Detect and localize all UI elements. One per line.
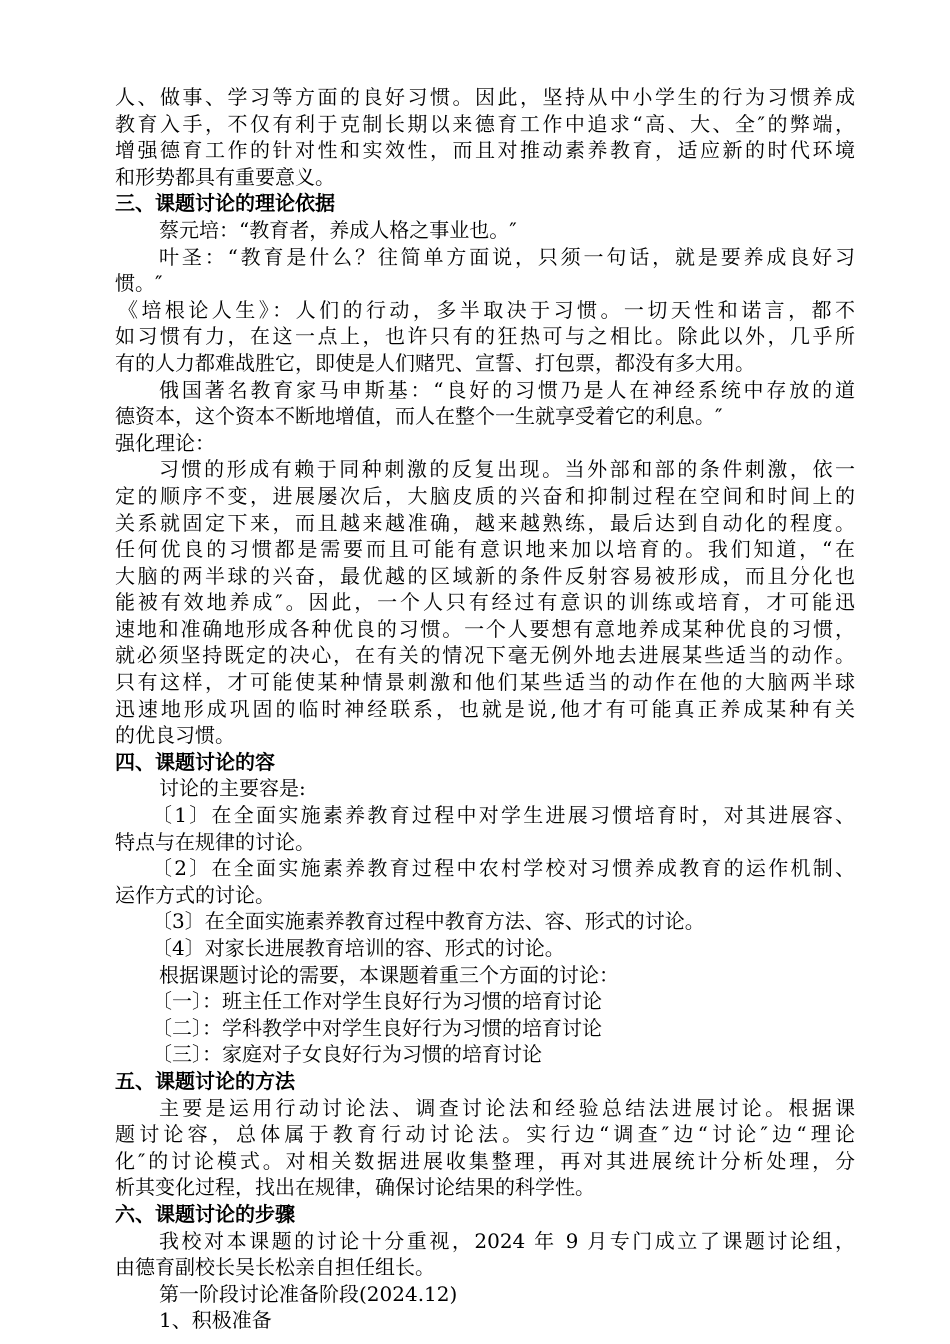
quote-line: 俄国著名教育家马申斯基：“良好的习惯乃是人在神经系统中存放的道 [159, 377, 855, 402]
body-line: 能被有效地养成″。因此，一个人只有经过有意识的训练或培育，才可能迅 [115, 590, 855, 615]
body-line: 定的顺序不变，进展屡次后，大脑皮质的兴奋和抑制过程在空间和时间上的 [115, 483, 855, 508]
section-heading: 六、课题讨论的步骤 [115, 1201, 295, 1226]
list-item: 〔2〕在全面实施素养教育过程中农村学校对习惯养成教育的运作机制、 [152, 856, 855, 881]
body-line: 化″的讨论模式。对相关数据进展收集整理，再对其进展统计分析处理，分 [115, 1148, 855, 1173]
body-line: 由德育副校长吴长松亲自担任组长。 [115, 1255, 435, 1280]
quote-line: 《培根论人生》：人们的行动，多半取决于习惯。一切天性和诺言，都不 [118, 297, 855, 322]
quote-line: 如习惯有力，在这一点上，也许只有的狂热可与之相比。除此以外，几乎所 [115, 324, 855, 349]
list-item: 特点与在规律的讨论。 [115, 829, 315, 854]
quote-line: 有的人力都难战胜它，即使是人们赌咒、宣誓、打包票，都没有多大用。 [115, 350, 755, 375]
body-line: 只有这样，才可能使某种情景刺激和他们某些适当的动作在他的大脑两半球 [115, 670, 855, 695]
document-body [115, 84, 855, 1334]
section-heading: 四、课题讨论的容 [115, 749, 275, 774]
body-line: 速地和准确地形成各种优良的习惯。一个人要想有意地养成某种优良的习惯， [115, 616, 855, 641]
body-line: 任何优良的习惯都是需要而且可能有意识地来加以培育的。我们知道，“在 [115, 537, 855, 562]
body-line: 根据课题讨论的需要，本课题着重三个方面的讨论： [159, 962, 619, 987]
body-line: 第一阶段讨论准备阶段(2024.12) [159, 1281, 458, 1306]
quote-line: 蔡元培：“教育者，养成人格之事业也。″ [159, 217, 517, 242]
body-line: 和形势都具有重要意义。 [115, 164, 335, 189]
body-line: 教育入手，不仅有利于克制长期以来德育工作中追求“高、大、全″的弊端， [115, 111, 855, 136]
list-item: 〔三〕：家庭对子女良好行为习惯的培育讨论 [152, 1042, 542, 1067]
body-line: 析其变化过程，找出在规律，确保讨论结果的科学性。 [115, 1175, 595, 1200]
section-heading: 三、课题讨论的理论依据 [115, 191, 335, 216]
body-line: 主要是运用行动讨论法、调查讨论法和经验总结法进展讨论。根据课 [159, 1095, 855, 1120]
quote-line: 德资本，这个资本不断地增值，而人在整个一生就享受着它的利息。″ [115, 404, 723, 429]
list-item: 〔1〕在全面实施素养教育过程中对学生进展习惯培育时，对其进展容、 [152, 803, 855, 828]
list-item: 〔3〕在全面实施素养教育过程中教育方法、容、形式的讨论。 [152, 909, 705, 934]
section-heading: 五、课题讨论的方法 [115, 1068, 295, 1093]
body-line: 强化理论： [115, 430, 215, 455]
body-line: 增强德育工作的针对性和实效性，而且对推动素养教育，适应新的时代环境 [115, 138, 855, 163]
body-line: 1、积极准备 [159, 1308, 272, 1333]
body-line: 的优良习惯。 [115, 723, 235, 748]
list-item: 〔二〕：学科教学中对学生良好行为习惯的培育讨论 [152, 1015, 602, 1040]
body-line: 习惯的形成有赖于同种刺激的反复出现。当外部和部的条件刺激，依一 [159, 457, 855, 482]
body-line: 题讨论容，总体属于教育行动讨论法。实行边“调查″边“讨论″边“理论 [115, 1122, 855, 1147]
body-line: 人、做事、学习等方面的良好习惯。因此，坚持从中小学生的行为习惯养成 [115, 85, 855, 109]
list-item: 运作方式的讨论。 [115, 882, 275, 907]
body-line: 就必须坚持既定的决心，在有关的情况下毫无例外地去进展某些适当的动作。 [115, 643, 855, 668]
list-item: 〔4〕对家长进展教育培训的容、形式的讨论。 [152, 936, 565, 960]
body-line: 迅速地形成巩固的临时神经联系，也就是说,他才有可能真正养成某种有关 [115, 696, 855, 721]
body-line: 我校对本课题的讨论十分重视，2024 年 9 月专门成立了课题讨论组， [159, 1228, 855, 1253]
body-line: 关系就固定下来，而且越来越准确，越来越熟练，最后达到自动化的程度。 [115, 510, 855, 535]
quote-line: 惯。″ [115, 271, 163, 296]
quote-line: 叶圣：“教育是什么？往简单方面说，只须一句话，就是要养成良好习 [159, 244, 855, 269]
body-line: 讨论的主要容是: [159, 776, 306, 801]
list-item: 〔一〕：班主任工作对学生良好行为习惯的培育讨论 [152, 989, 602, 1014]
body-line: 大脑的两半球的兴奋，最优越的区域新的条件反射容易被形成，而且分化也 [115, 563, 855, 588]
